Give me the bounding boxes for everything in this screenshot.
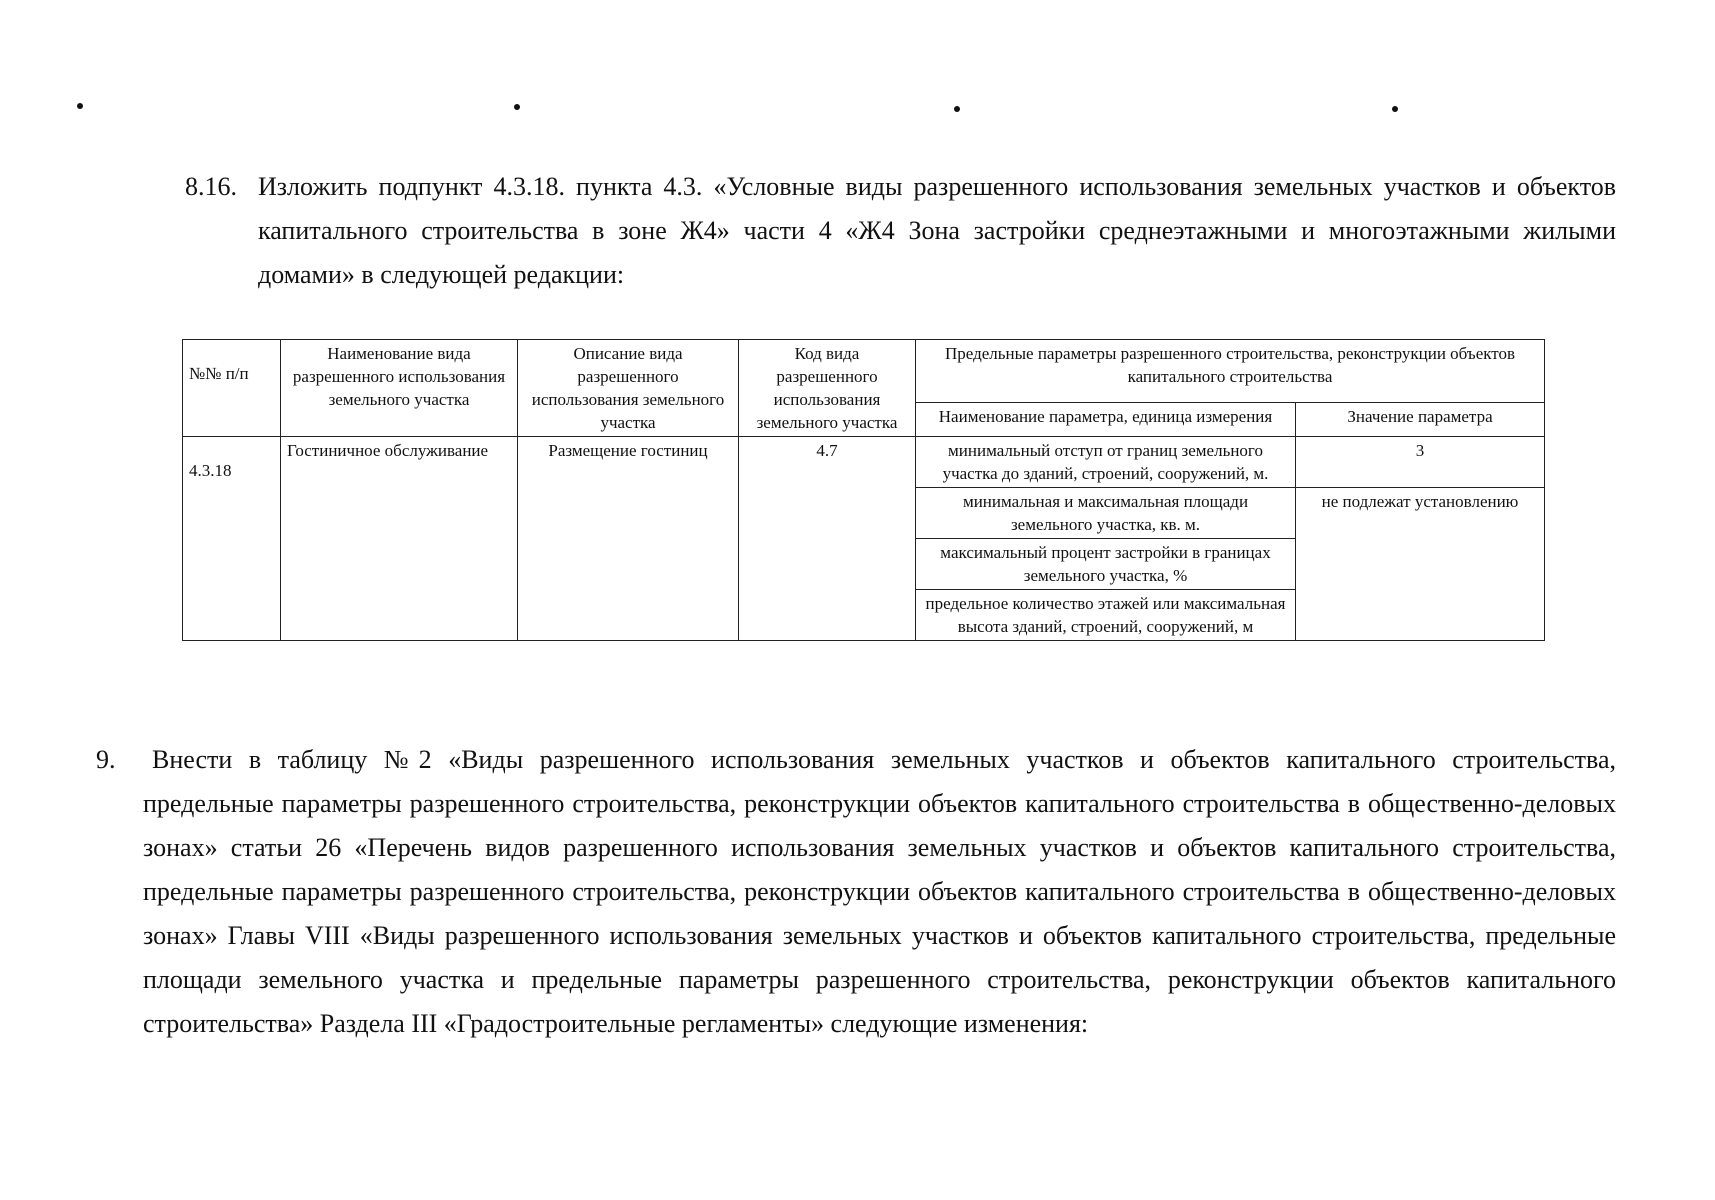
- param-value-1: 3: [1296, 437, 1545, 488]
- header-number: №№ п/п: [183, 340, 281, 437]
- table-header-row: [183, 340, 1545, 403]
- paragraph-8-16-text: Изложить подпункт 4.3.18. пункта 4.3. «Условные виды разрешенного использования земельных участков и объектов капитального строительства в зоне Ж4» части 4 «Ж4 Зона застройки среднеэтажными и многоэтажными жилыми домами» в следующей редакции:: [258, 172, 1616, 289]
- row-name: Гостиничное обслуживание: [281, 437, 518, 641]
- land-use-parameters-table: [182, 339, 1545, 641]
- row-code: 4.7: [739, 437, 916, 641]
- paragraph-9-text: Внести в таблицу №2 «Виды разрешенного использования земельных участков и объектов капитального строительства, предельные параметры разрешенного строительства, реконструкции объектов капитального строительства в общественно-деловых зонах» статьи 26 «Перечень видов разрешенного использования земельных участков и объектов капитального строительства, предельные параметры разрешенного строительства, реконструкции объектов капитального строительства в общественно-деловых зонах» Главы VIII «Виды разрешенного использования земельных участков и объектов капитального строительства, предельные площади земельного участка и предельные параметры разрешенного строительства, реконструкции объектов капитального строительства» Раздела III «Градостроительные регламенты» следующие изменения:: [143, 745, 1616, 1038]
- row-number: 4.3.18: [183, 437, 281, 641]
- header-param-name: Наименование параметра, единица измерения: [916, 402, 1296, 436]
- row-description: Размещение гостиниц: [518, 437, 739, 641]
- paragraph-8-16-number: 8.16.: [185, 172, 237, 201]
- paragraph-9-number: 9.: [96, 745, 116, 774]
- param-name-3: максимальный процент застройки в границах земельного участка, %: [916, 539, 1296, 590]
- param-name-1: минимальный отступ от границ земельного участка до зданий, строений, сооружений, м.: [916, 437, 1296, 488]
- param-name-2: минимальная и максимальная площади земельного участка, кв. м.: [916, 488, 1296, 539]
- scan-dot-2: [514, 104, 520, 110]
- header-limit-params: Предельные параметры разрешенного строительства, реконструкции объектов капитального строительства: [916, 340, 1545, 403]
- table-row: [183, 437, 1545, 488]
- header-land-use-code: Код вида разрешенного использования земельного участка: [739, 340, 916, 437]
- header-land-use-description: Описание вида разрешенного использования земельного участка: [518, 340, 739, 437]
- scan-dot-1: [77, 103, 83, 109]
- header-land-use-name: Наименование вида разрешенного использования земельного участка: [281, 340, 518, 437]
- scan-dot-3: [954, 106, 960, 112]
- header-param-value: Значение параметра: [1296, 402, 1545, 436]
- scan-dot-4: [1392, 106, 1398, 112]
- param-name-4: предельное количество этажей или максимальная высота зданий, строений, сооружений, м: [916, 590, 1296, 641]
- param-value-rest: не подлежат установлению: [1296, 488, 1545, 641]
